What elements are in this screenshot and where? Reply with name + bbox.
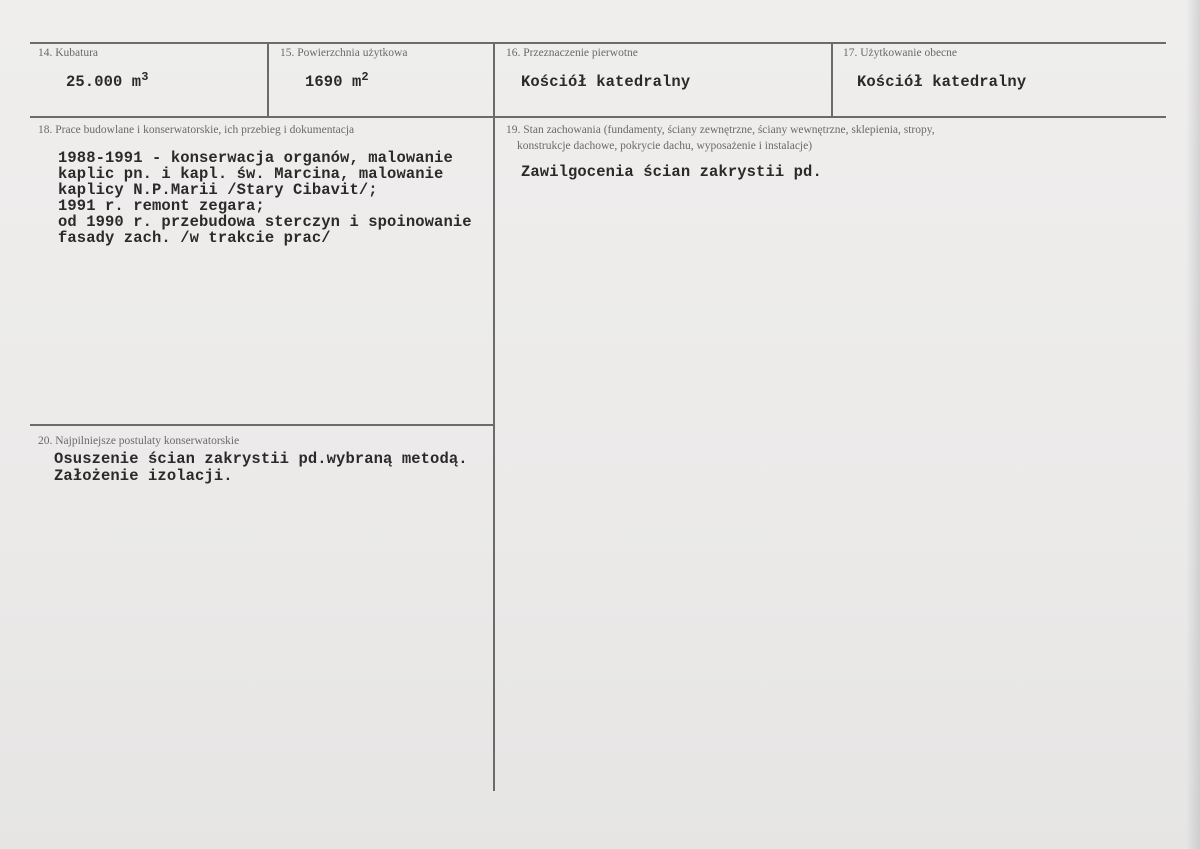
field18-line: 1991 r. remont zegara; [58, 197, 265, 215]
field19-label-line2: konstrukcje dachowe, pokrycie dachu, wyposażenie i instalacje) [517, 140, 813, 152]
top-rule [30, 42, 1166, 44]
field20-line: Założenie izolacji. [54, 467, 233, 485]
field18-line: kaplicy N.P.Marii /Stary Cibavit/; [58, 181, 378, 199]
field14-label: 14. Kubatura [38, 47, 99, 59]
field14-unit-exponent: 3 [141, 70, 149, 84]
field18-line: od 1990 r. przebudowa sterczyn i spoinowanie [58, 213, 472, 231]
field16-value: Kościół katedralny [521, 73, 691, 91]
divider-16-17 [831, 42, 833, 116]
field18-line: 1988-1991 - konserwacja organów, malowanie [58, 149, 453, 167]
divider-14-15 [267, 42, 269, 116]
field15-unit-exponent: 2 [361, 70, 369, 84]
field18-line: kaplic pn. i kapl. św. Marcina, malowanie [58, 165, 444, 183]
field18-line: fasady zach. /w trakcie prac/ [58, 229, 331, 247]
divider-main-vertical [493, 42, 495, 791]
row1-bottom-rule [30, 116, 1166, 118]
field18-bottom-rule [30, 424, 494, 426]
field17-label: 17. Użytkowanie obecne [843, 47, 958, 59]
field18-label: 18. Prace budowlane i konserwatorskie, ich przebieg i dokumentacja [38, 124, 355, 136]
field19-label-line1: 19. Stan zachowania (fundamenty, ściany zewnętrzne, ściany wewnętrzne, sklepienia, stropy, [506, 124, 935, 136]
field15-label: 15. Powierzchnia użytkowa [280, 47, 408, 59]
card-edge [1186, 0, 1200, 849]
field20-label: 20. Najpilniejsze postulaty konserwatorskie [38, 435, 240, 447]
field17-value: Kościół katedralny [857, 73, 1027, 91]
field19-value: Zawilgocenia ścian zakrystii pd. [521, 163, 822, 181]
field16-label: 16. Przeznaczenie pierwotne [506, 47, 638, 59]
field14-value: 25.000 $m^3$ [66, 70, 149, 91]
field20-line: Osuszenie ścian zakrystii pd.wybraną metodą. [54, 450, 468, 468]
field15-value: 1690 $m^2$ [305, 70, 369, 91]
